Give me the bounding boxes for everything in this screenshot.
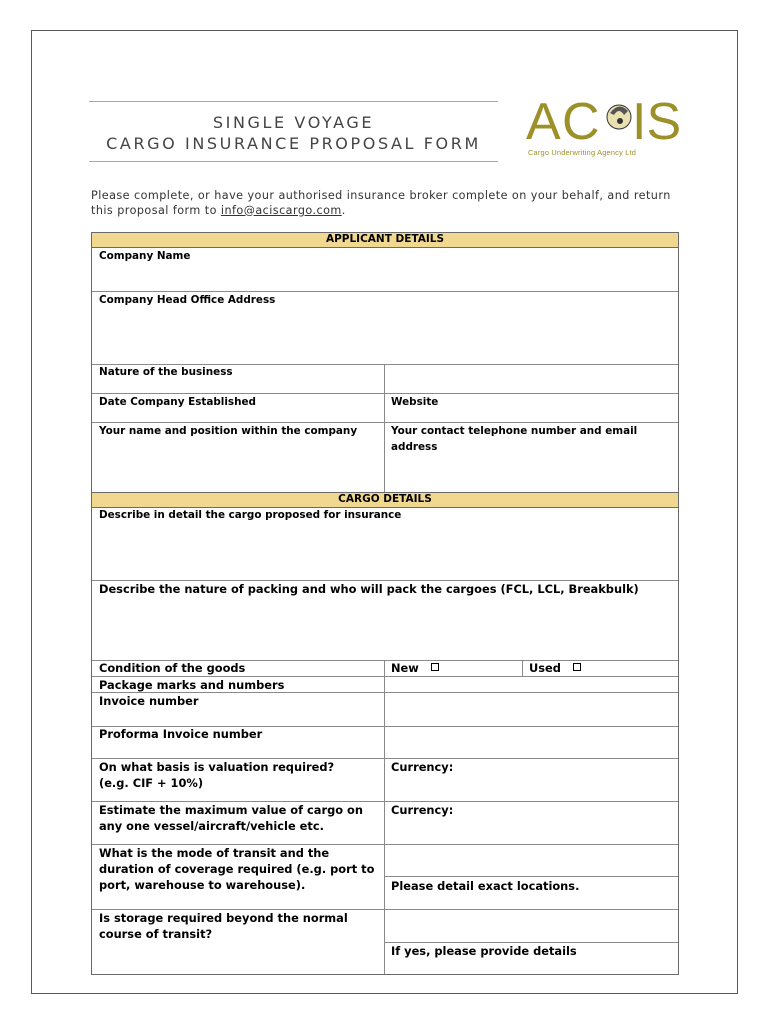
transit-line1: What is the mode of transit and the — [99, 846, 330, 860]
header-rule-top — [89, 101, 498, 102]
max-value-line1: Estimate the maximum value of cargo on — [99, 803, 363, 817]
logo-tagline: Cargo Underwriting Agency Ltd — [528, 148, 637, 157]
column-divider — [522, 660, 523, 676]
used-option[interactable] — [529, 660, 581, 676]
form-title-line1: SINGLE VOYAGE — [212, 113, 375, 132]
invoice-label: Invoice number — [99, 694, 199, 708]
intro-text-before: Please complete, or have your authorised insurance broker complete on your behalf, and return this proposal form to — [91, 189, 671, 217]
used-checkbox[interactable] — [573, 663, 581, 671]
head-office-label: Company Head Office Address — [99, 294, 276, 306]
logo-helmet-icon — [607, 105, 631, 129]
header-rule-bottom — [89, 161, 498, 162]
cargo-details-heading: CARGO DETAILS — [92, 492, 678, 508]
your-name-label: Your name and position within the company — [99, 425, 358, 437]
column-divider — [384, 660, 385, 974]
row-divider-right — [384, 876, 678, 877]
applicant-details-heading: APPLICANT DETAILS — [92, 233, 678, 248]
proposal-form-table — [91, 232, 679, 975]
describe-cargo-label: Describe in detail the cargo proposed for insurance — [99, 509, 402, 521]
package-marks-label: Package marks and numbers — [99, 678, 285, 692]
max-value-line2: any one vessel/aircraft/vehicle etc. — [99, 819, 324, 833]
exact-locations-label: Please detail exact locations. — [391, 879, 580, 893]
logo-letter-c: C — [562, 95, 600, 151]
currency-label-1: Currency: — [391, 760, 454, 774]
new-label: New — [391, 661, 419, 675]
transit-line2: duration of coverage required (e.g. port to — [99, 862, 375, 876]
if-yes-label: If yes, please provide details — [391, 944, 577, 958]
condition-label: Condition of the goods — [99, 661, 246, 675]
transit-label — [99, 845, 374, 893]
valuation-line2: (e.g. CIF + 10%) — [99, 776, 204, 790]
new-option[interactable] — [391, 660, 439, 676]
new-checkbox[interactable] — [431, 663, 439, 671]
used-label: Used — [529, 661, 561, 675]
logo-letter-a: A — [526, 95, 561, 151]
contact-label: Your contact telephone number and email address — [391, 425, 638, 453]
website-label: Website — [391, 396, 439, 408]
logo-letters-is: IS — [632, 95, 682, 151]
transit-line3: port, warehouse to warehouse). — [99, 878, 306, 892]
proforma-label: Proforma Invoice number — [99, 727, 263, 741]
currency-label-2: Currency: — [391, 803, 454, 817]
intro-text-after: . — [341, 203, 346, 217]
storage-line1: Is storage required beyond the normal — [99, 911, 348, 925]
max-value-label — [99, 802, 363, 834]
acis-logo — [524, 95, 704, 161]
column-divider — [384, 364, 385, 492]
intro-text — [91, 189, 691, 218]
date-established-label: Date Company Established — [99, 396, 256, 408]
valuation-label — [99, 759, 334, 791]
nature-business-label: Nature of the business — [99, 366, 233, 378]
company-name-label: Company Name — [99, 250, 191, 262]
storage-label — [99, 910, 348, 942]
valuation-line1: On what basis is valuation required? — [99, 760, 335, 774]
packing-label: Describe the nature of packing and who will pack the cargoes (FCL, LCL, Breakbulk) — [99, 582, 639, 596]
form-title-line2: CARGO INSURANCE PROPOSAL FORM — [106, 134, 481, 153]
storage-line2: course of transit? — [99, 927, 213, 941]
email-link[interactable]: info@aciscargo.com — [220, 203, 342, 217]
